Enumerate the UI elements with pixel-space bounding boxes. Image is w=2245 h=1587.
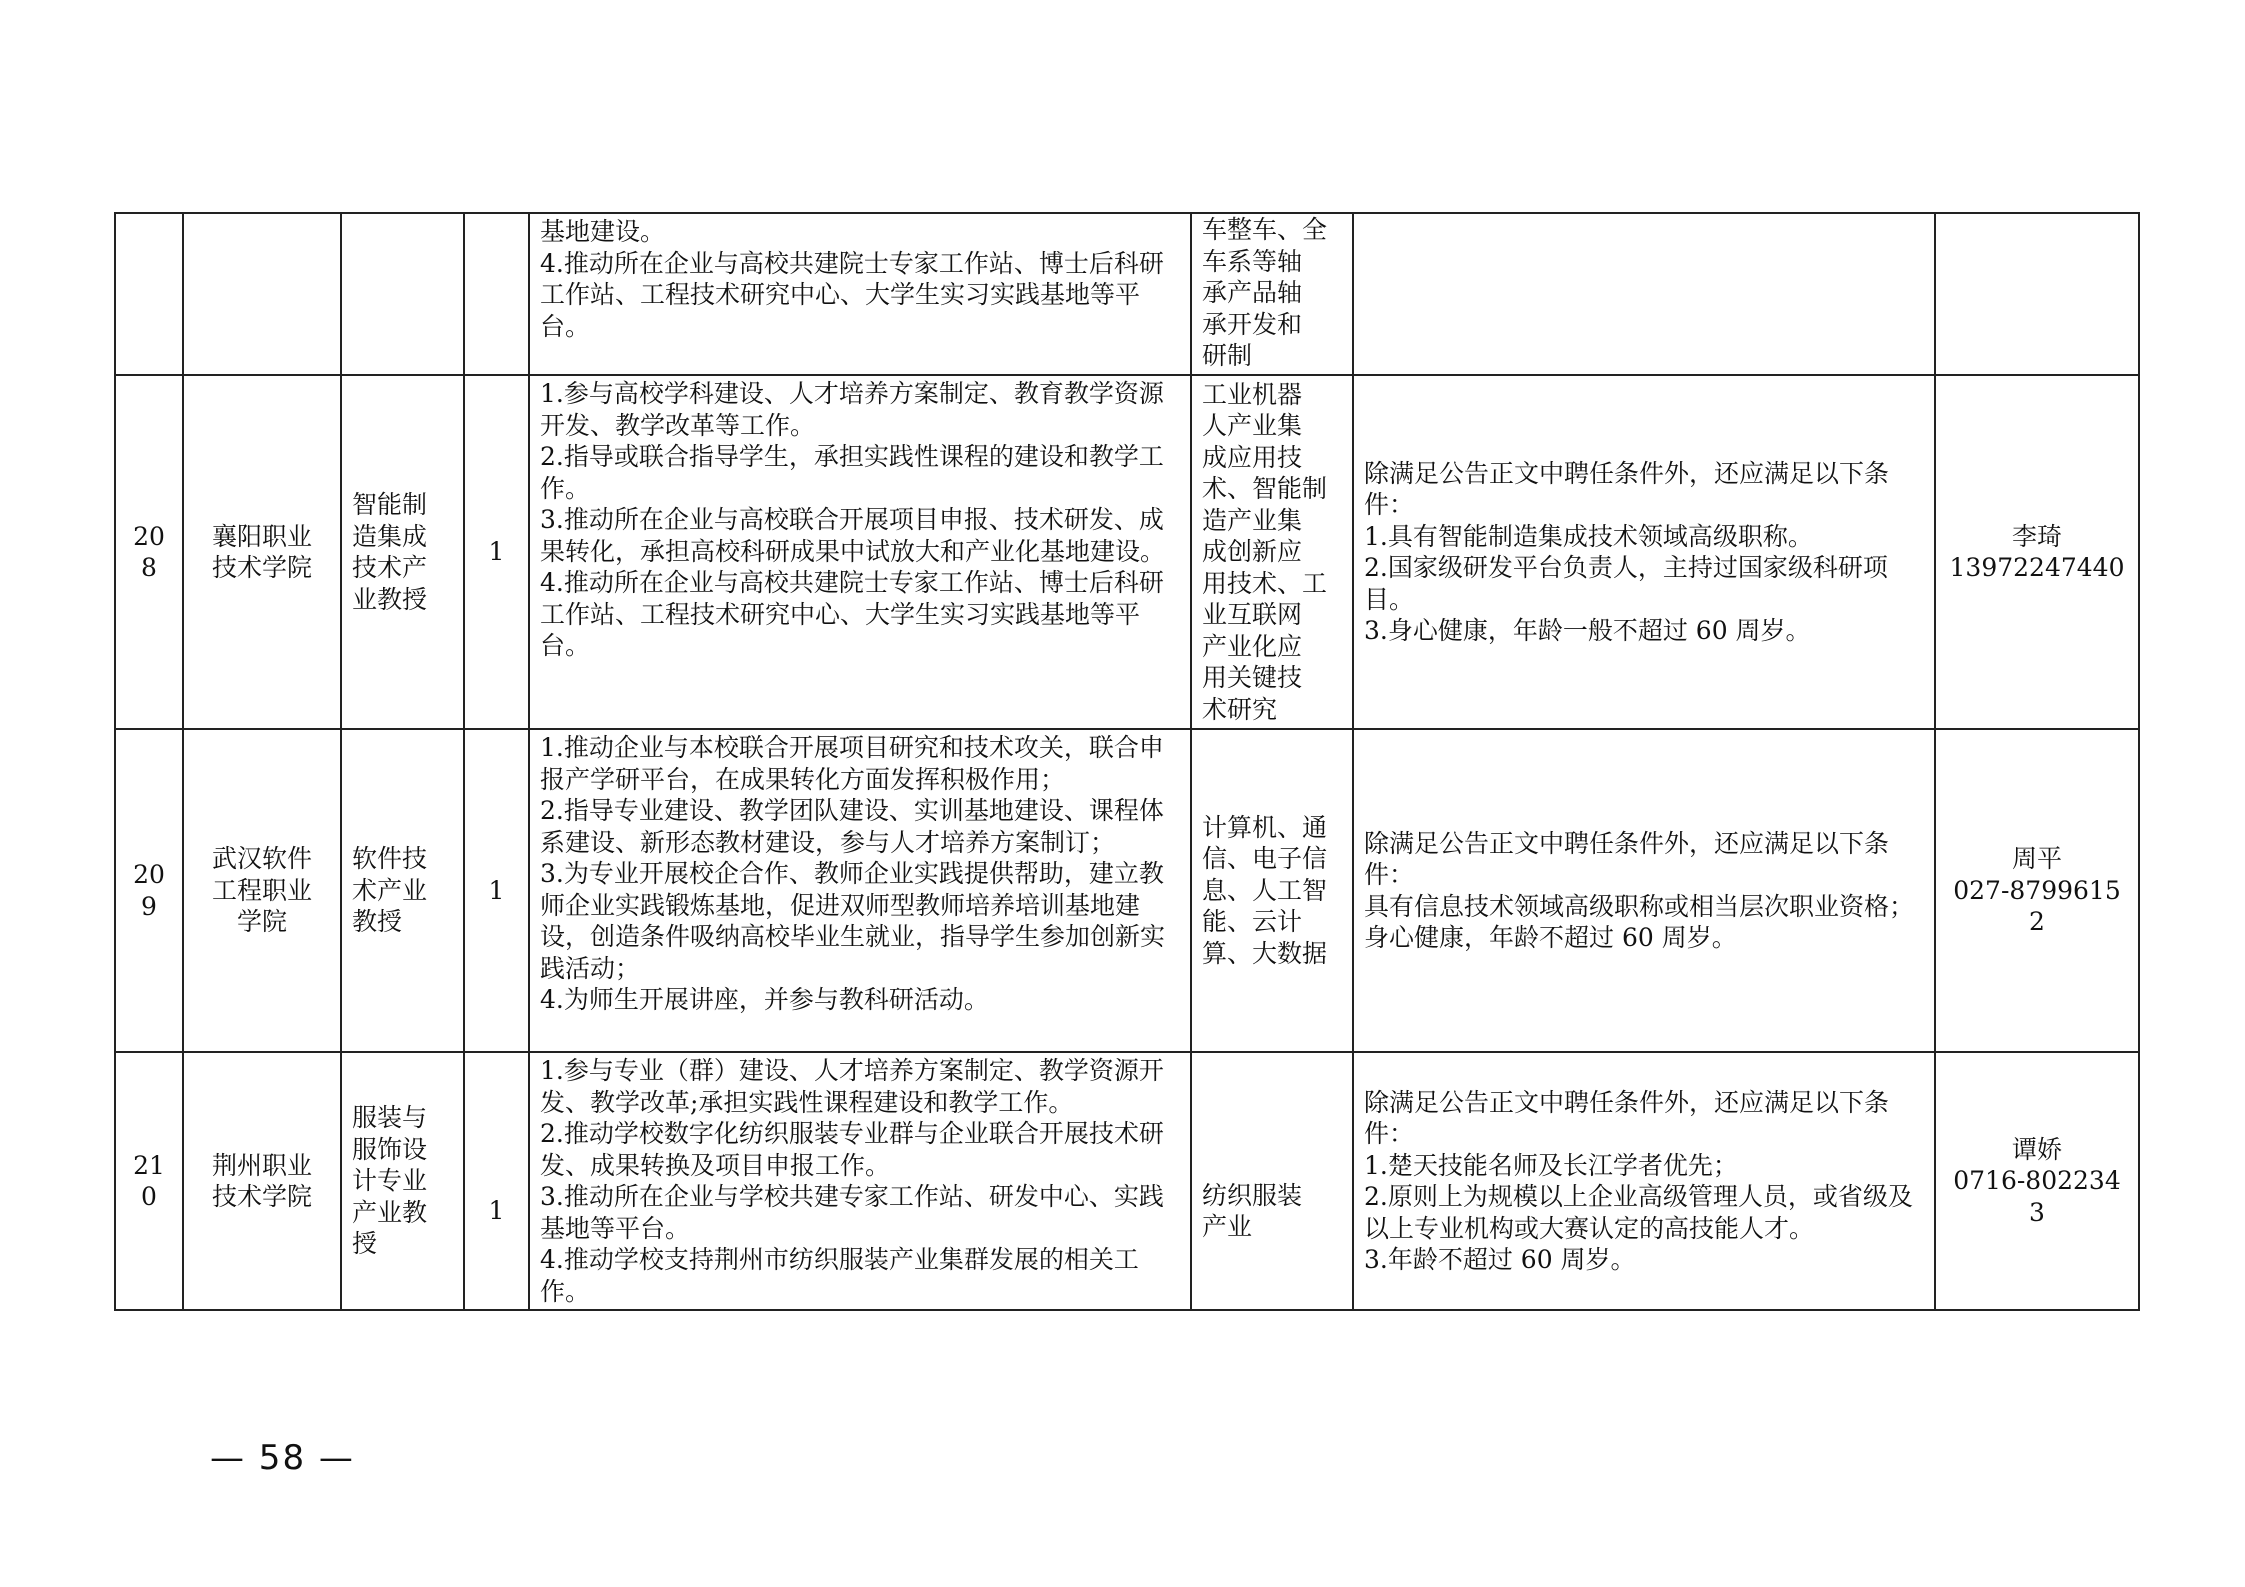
field-cell [1191, 375, 1353, 729]
post-line: 业教授 [352, 584, 428, 614]
requirement-item: 1.具有智能制造集成技术领域高级职称。 [1364, 521, 1813, 551]
requirement-item: 具有信息技术领域高级职称或相当层次职业资格；身心健康，年龄不超过 60 周岁。 [1364, 891, 1915, 952]
duty-item: 2.推动学校数字化纺织服装专业群与企业联合开展技术研发、成果转换及项目申报工作。 [540, 1119, 1164, 1180]
page-number: — 58 — [210, 1438, 355, 1478]
duty-item: 基地建设。 [540, 217, 666, 246]
field-line: 术研究 [1202, 694, 1278, 724]
table-row [115, 1052, 2139, 1310]
field-line: 用关键技 [1202, 663, 1303, 693]
field-line: 产业化应 [1202, 631, 1303, 661]
contact-cell [1935, 213, 2139, 375]
school-cell [183, 375, 341, 729]
field-line: 成应用技 [1202, 442, 1303, 472]
contact-cell [1935, 1052, 2139, 1310]
requirement-item: 除满足公告正文中聘任条件外，还应满足以下条件： [1364, 1087, 1890, 1148]
field-line: 工业机器 [1202, 379, 1303, 409]
requirement-item: 1.楚天技能名师及长江学者优先； [1364, 1150, 1738, 1180]
duties-cell [529, 1052, 1191, 1310]
contact-name: 李琦 [2011, 521, 2062, 551]
field-line: 能、云计 [1202, 907, 1303, 937]
duty-item: 2.指导专业建设、教学团队建设、实训基地建设、课程体系建设、新形态教材建设，参与人才培养方案制订； [540, 796, 1164, 857]
post-line: 技术产 [352, 553, 428, 582]
post-line: 软件技 [352, 844, 428, 874]
post-cell [341, 1052, 464, 1310]
contact-cell [1935, 729, 2139, 1052]
post-line: 服饰设 [352, 1134, 428, 1164]
post-line: 授 [352, 1229, 378, 1259]
field-line: 成创新应 [1202, 537, 1303, 567]
requirement-item: 2.原则上为规模以上企业高级管理人员，或省级及以上专业机构或大赛认定的高技能人才。 [1364, 1182, 1913, 1243]
field-line: 车整车、全 [1202, 215, 1328, 244]
recruitment-table-page [114, 212, 2138, 1311]
duty-item: 4.为师生开展讲座，并参与教科研活动。 [540, 985, 989, 1014]
field-line: 息、人工智 [1202, 875, 1328, 905]
requirements-cell [1353, 729, 1935, 1052]
post-cell [341, 729, 464, 1052]
duty-item: 3.为专业开展校企合作、教师企业实践提供帮助，建立教师企业实践锻炼基地，促进双师型教师培养培训基地建设，创造条件吸纳高校毕业生就业，指导学生参加创新实践活动； [540, 859, 1166, 983]
requirement-item: 3.身心健康，年龄一般不超过 60 周岁。 [1364, 616, 1811, 645]
school-cell [183, 729, 341, 1052]
field-line: 车系等轴 [1202, 246, 1303, 276]
field-line: 人产业集 [1202, 411, 1303, 441]
post-cell [341, 375, 464, 729]
duty-item: 2.指导或联合指导学生，承担实践性课程的建设和教学工作。 [540, 442, 1164, 503]
contact-name: 谭娇 [2011, 1134, 2062, 1164]
field-cell [1191, 213, 1353, 375]
headcount-cell: 1 [464, 1052, 529, 1310]
field-cell [1191, 1052, 1353, 1310]
field-line: 信、电子信 [1202, 844, 1328, 874]
row-number-cell [115, 213, 183, 375]
school-cell [183, 1052, 341, 1310]
post-line: 产业教 [352, 1197, 428, 1227]
field-line: 造产业集 [1202, 505, 1303, 535]
field-line: 业互联网 [1202, 600, 1303, 630]
headcount-cell [464, 213, 529, 375]
field-cell [1191, 729, 1353, 1052]
field-line: 用技术、工 [1202, 568, 1328, 598]
contact-phone: 0716-8022343 [1953, 1166, 2121, 1227]
table-row [115, 375, 2139, 729]
contact-phone: 13972247440 [1949, 553, 2125, 582]
row-number-cell: 210 [115, 1052, 183, 1310]
school-line: 学院 [236, 907, 287, 937]
requirements-cell [1353, 1052, 1935, 1310]
table-body [115, 213, 2139, 1310]
contact-cell [1935, 375, 2139, 729]
post-line: 服装与 [352, 1103, 428, 1133]
duty-item: 4.推动学校支持荆州市纺织服装产业集群发展的相关工作。 [540, 1245, 1139, 1306]
duty-item: 3.推动所在企业与高校联合开展项目申报、技术研发、成果转化，承担高校科研成果中试放大和产业化基地建设。 [540, 505, 1166, 566]
field-line: 术、智能制 [1202, 474, 1328, 504]
field-line: 算、大数据 [1202, 938, 1328, 968]
school-line: 技术学院 [211, 1182, 312, 1211]
field-line: 纺织服装 [1202, 1180, 1303, 1210]
row-number-cell: 208 [115, 375, 183, 729]
post-line: 教授 [352, 907, 403, 937]
duties-cell [529, 213, 1191, 375]
duty-item: 1.参与高校学科建设、人才培养方案制定、教育教学资源开发、教学改革等工作。 [540, 379, 1164, 440]
table-row [115, 729, 2139, 1052]
school-cell [183, 213, 341, 375]
post-line: 计专业 [352, 1166, 428, 1196]
field-line: 承开发和 [1202, 309, 1303, 339]
recruitment-table [114, 212, 2140, 1311]
requirements-cell [1353, 375, 1935, 729]
school-line: 技术学院 [211, 553, 312, 582]
duties-cell [529, 729, 1191, 1052]
post-line: 造集成 [352, 521, 428, 551]
row-number-cell: 209 [115, 729, 183, 1052]
duty-item: 4.推动所在企业与高校共建院士专家工作站、博士后科研工作站、工程技术研究中心、大学生实习实践基地等平台。 [540, 568, 1164, 660]
requirement-item: 除满足公告正文中聘任条件外，还应满足以下条件： [1364, 458, 1890, 519]
duty-item: 1.参与专业（群）建设、人才培养方案制定、教学资源开发、教学改革;承担实践性课程建设和教学工作。 [540, 1056, 1164, 1117]
duty-item: 4.推动所在企业与高校共建院士专家工作站、博士后科研工作站、工程技术研究中心、大学生实习实践基地等平台。 [540, 248, 1164, 341]
post-line: 术产业 [352, 875, 428, 905]
duties-cell [529, 375, 1191, 729]
school-line: 荆州职业 [211, 1150, 312, 1180]
school-line: 武汉软件 [211, 844, 312, 874]
headcount-cell: 1 [464, 729, 529, 1052]
field-line: 承产品轴 [1202, 278, 1303, 307]
requirement-item: 3.年龄不超过 60 周岁。 [1364, 1245, 1636, 1274]
field-line: 计算机、通 [1202, 812, 1328, 842]
requirement-item: 除满足公告正文中聘任条件外，还应满足以下条件： [1364, 828, 1890, 889]
duty-item: 1.推动企业与本校联合开展项目研究和技术攻关，联合申报产学研平台，在成果转化方面发挥积极作用； [540, 733, 1164, 794]
school-line: 襄阳职业 [211, 521, 312, 551]
post-line: 智能制 [352, 490, 428, 519]
headcount-cell: 1 [464, 375, 529, 729]
field-line: 研制 [1202, 341, 1253, 370]
requirements-cell [1353, 213, 1935, 375]
field-line: 产业 [1202, 1212, 1253, 1241]
post-cell [341, 213, 464, 375]
contact-phone: 027-87996152 [1953, 875, 2121, 937]
duty-item: 3.推动所在企业与学校共建专家工作站、研发中心、实践基地等平台。 [540, 1182, 1164, 1243]
contact-name: 周平 [2011, 844, 2062, 874]
school-line: 工程职业 [211, 875, 312, 905]
requirement-item: 2.国家级研发平台负责人，主持过国家级科研项目。 [1364, 553, 1888, 614]
table-row [115, 213, 2139, 375]
